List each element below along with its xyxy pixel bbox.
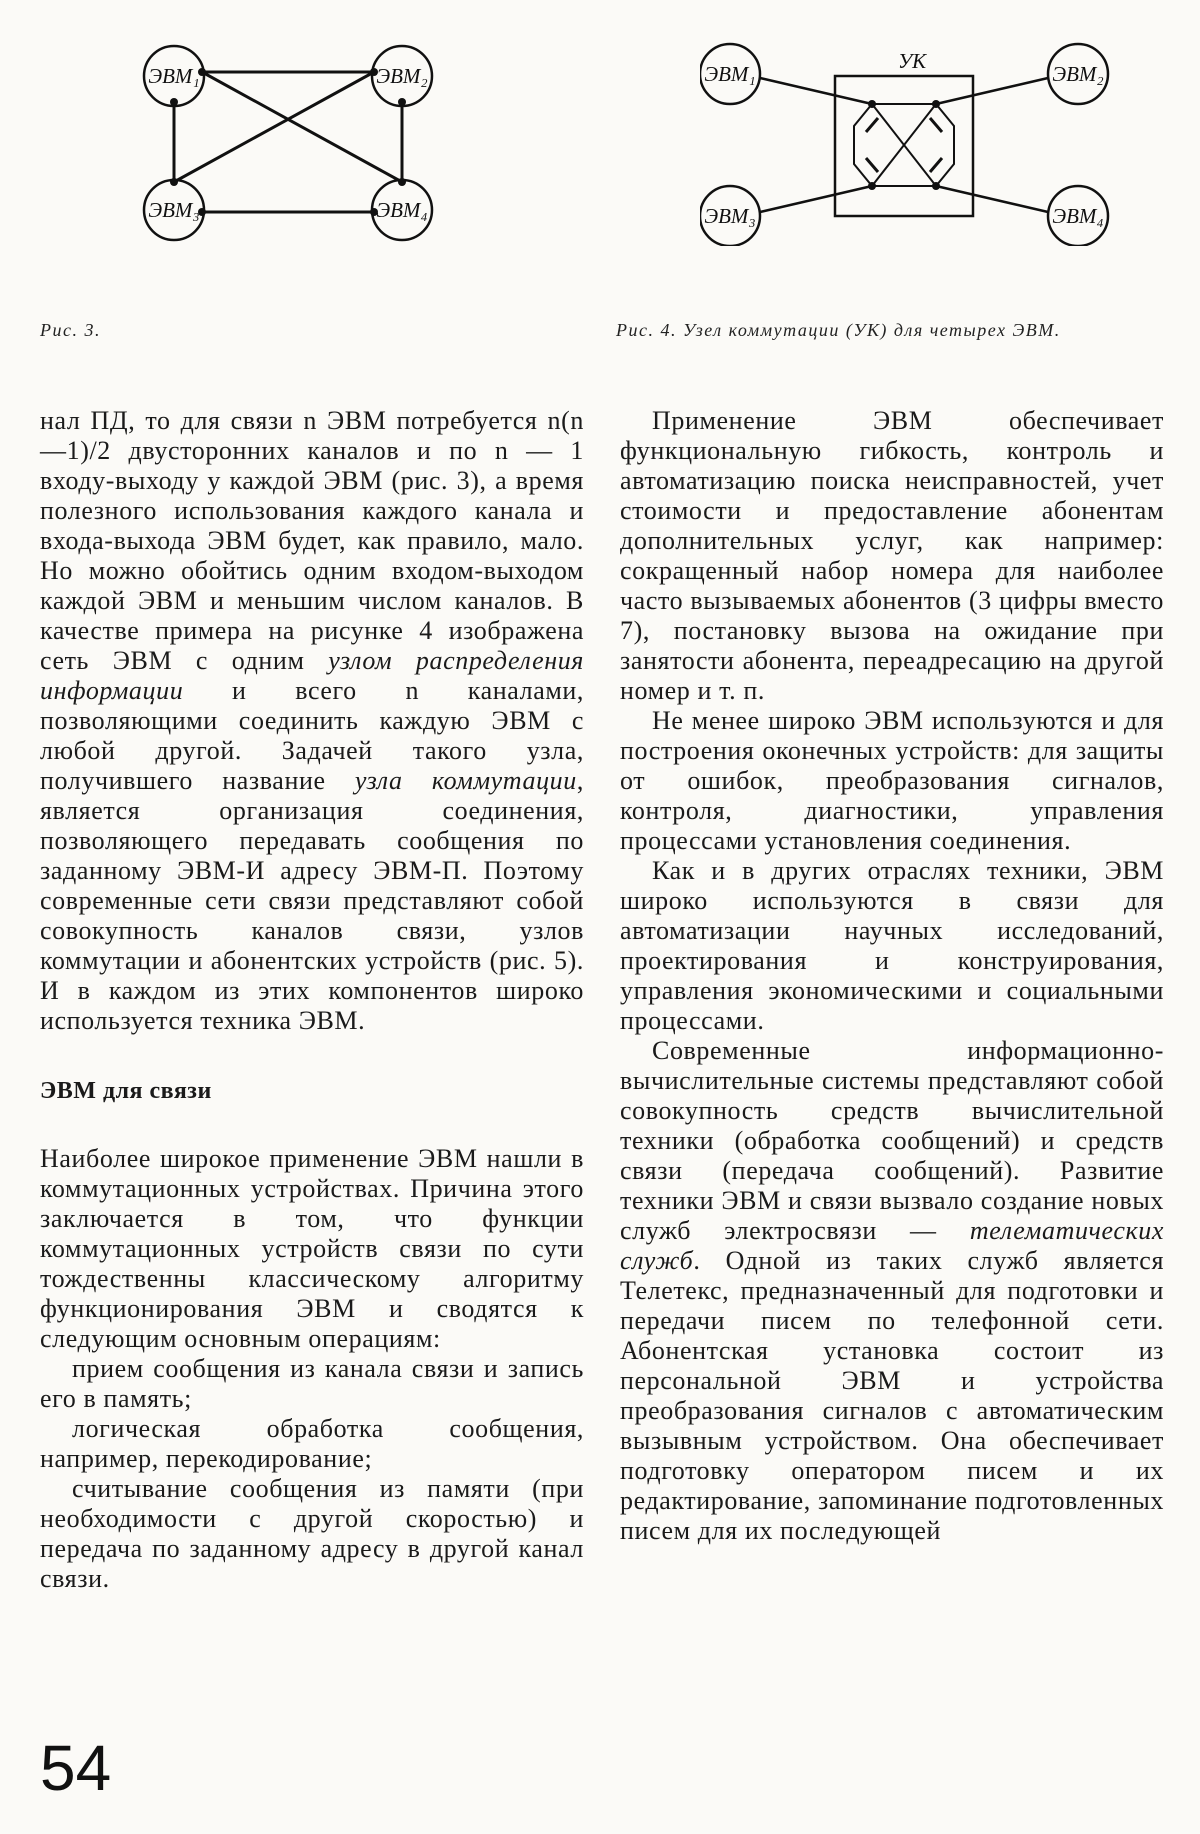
right-paragraph-3: Как и в других отраслях техники, ЭВМ широко используются в связи для автоматизации научных исследований, проектирования и конструирования, управления экономическими и социальными процессами. xyxy=(620,856,1164,1035)
switching-node-diagram xyxy=(700,36,1120,246)
right-paragraph-2: Не менее широко ЭВМ используются и для построения оконечных устройств: для защиты от ошибок, преобразования сигналов, контроля, диагностики, управления процессами установления соединения. xyxy=(620,706,1164,855)
node-evm4-label: ЭВМ₄ xyxy=(376,198,428,222)
list-item: прием сообщения из канала связи и запись его в память; xyxy=(40,1354,584,1413)
left-paragraph-2: Наиболее широкое применение ЭВМ нашли в коммутационных устройствах. Причина этого заключается в том, что функции коммутационных устройств связи по сути тождественны классическому алгоритму функционирования ЭВМ и сводятся к следующим основным операциям: xyxy=(40,1144,584,1353)
page-number: 54 xyxy=(40,1732,112,1804)
list-item: логическая обработка сообщения, например, перекодирование; xyxy=(40,1414,584,1473)
node-evm2-label: ЭВМ₂ xyxy=(376,64,428,88)
emphasis-term: узлом распределения информации xyxy=(40,646,584,705)
figure-4-caption: Рис. 4. Узел коммутации (УК) для четырех ЭВМ. xyxy=(616,320,1061,340)
left-paragraph-1: нал ПД, то для связи n ЭВМ потребуется n(n—1)/2 двусторонних каналов и по n — 1 входу-выходу у каждой ЭВМ (рис. 3), а время полезного использования каждого канала и входа-выхода ЭВМ будет, как правило, мало. Но можно обойтись одним входом-выходом каждой ЭВМ и меньшим числом каналов. В качестве примера на рисунке 4 изображена сеть ЭВМ с одним узлом распределения информации и всего n каналами, позволяющими соединить каждую ЭВМ с любой другой. Задачей такого узла, получившего название узла коммутации, является организация соединения, позволяющего передавать сообщения по заданному ЭВМ-И адресу ЭВМ-П. Поэтому современные сети связи представляют собой совокупность каналов связи, узлов коммутации и абонентских устройств (рис. 5). И в каждом из этих компонентов широко используется техника ЭВМ. xyxy=(40,406,584,1035)
node-evm3-label: ЭВМ₃ xyxy=(704,204,756,228)
node-evm1-label: ЭВМ₁ xyxy=(704,62,756,86)
switch-node-label: УК xyxy=(897,49,927,73)
figure-4 xyxy=(700,36,1120,246)
node-evm2-label: ЭВМ₂ xyxy=(1052,62,1104,86)
right-paragraph-4: Современные информационно-вычислительные системы представляют собой совокупность средств вычислительной техники (обработка сообщений) и средств связи (передача сообщений). Развитие техники ЭВМ и связи вызвало создание новых служб электросвязи — телематических служб. Одной из таких служб является Телетекс, предназначенный для подготовки и передачи писем по телефонной сети. Абонентская установка состоит из персональной ЭВМ и устройства преобразования сигналов с автоматическим вызывным устройством. Она обеспечивает подготовку оператором писем и их редактирование, запоминание подготовленных писем для их последующей xyxy=(620,1036,1164,1545)
section-heading: ЭВМ для связи xyxy=(40,1078,212,1104)
figure-3 xyxy=(130,40,450,250)
mesh-network-diagram xyxy=(130,40,450,250)
left-column xyxy=(40,406,584,1594)
node-evm4-label: ЭВМ₄ xyxy=(1052,204,1104,228)
node-evm3-label: ЭВМ₃ xyxy=(148,198,200,222)
node-evm1-label: ЭВМ₁ xyxy=(148,64,200,88)
emphasis-term: телематических служб xyxy=(620,1216,1164,1275)
figure-3-caption: Рис. 3. xyxy=(40,320,101,340)
list-item: считывание сообщения из памяти (при необходимости с другой скоростью) и передача по заданному адресу в другой канал связи. xyxy=(40,1474,584,1593)
right-paragraph-1: Применение ЭВМ обеспечивает функциональную гибкость, контроль и автоматизацию поиска неисправностей, учет стоимости и предоставление абонентам дополнительных услуг, как например: сокращенный набор номера для наиболее часто вызываемых абонентов (3 цифры вместо 7), постановку вызова на ожидание при занятости абонента, переадресацию на другой номер и т. п. xyxy=(620,406,1164,705)
emphasis-term: узла коммутации xyxy=(354,766,577,795)
right-column xyxy=(620,406,1164,1546)
